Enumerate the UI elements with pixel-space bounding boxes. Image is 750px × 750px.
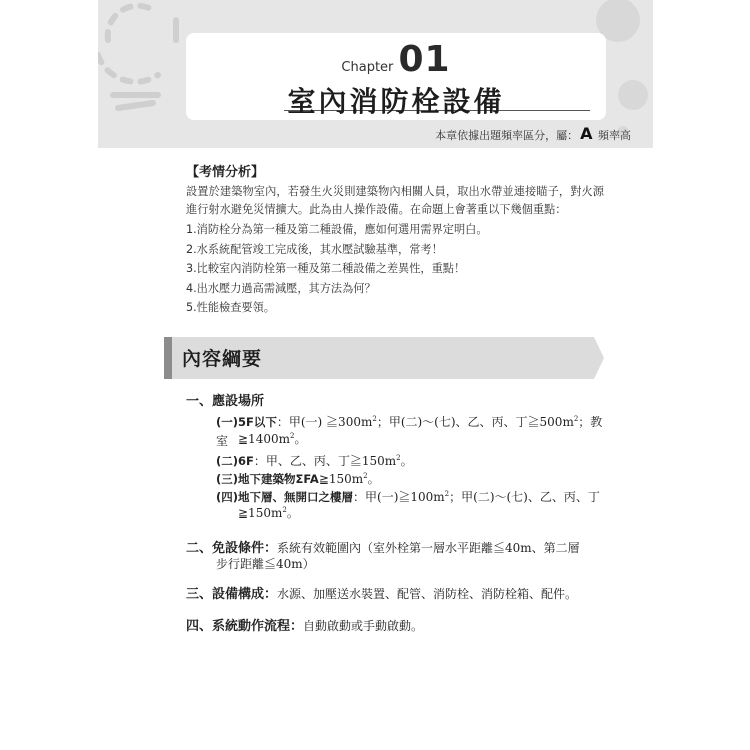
item-title: 三、設備構成： bbox=[186, 587, 278, 602]
superscript: 2 bbox=[372, 415, 377, 423]
sub-text: ≧150m bbox=[238, 506, 283, 520]
item-desc: 水源、加壓送水裝置、配管、消防栓、消防栓箱、配件。 bbox=[277, 587, 578, 601]
sub-text: ；教室 bbox=[216, 415, 603, 448]
sub-text: ≧150m bbox=[318, 472, 364, 486]
frequency-prefix: 本章依據出題頻率區分，屬： bbox=[435, 129, 579, 142]
sub-text: ：甲(一) ≧300m bbox=[276, 415, 373, 429]
section-banner bbox=[164, 337, 604, 379]
sub-label: (四)地下層、無開口之樓層 bbox=[216, 490, 354, 504]
sub-text: ；甲(二)～(七)、乙、丙、丁 bbox=[449, 490, 600, 504]
outline-item-3 bbox=[186, 583, 606, 602]
outline-item-4 bbox=[186, 615, 606, 634]
outline-sub-4-cont bbox=[238, 504, 299, 521]
item-desc: 自動啟動或手動啟動。 bbox=[303, 619, 424, 633]
sub-text: ：甲、乙、丙、丁≧150m bbox=[253, 454, 397, 468]
list-item: 3.比較室內消防栓第一種及第二種設備之差異性，重點！ bbox=[186, 262, 466, 275]
sub-text: 。 bbox=[286, 506, 299, 520]
frequency-note bbox=[435, 124, 631, 143]
outline-item-2-cont bbox=[216, 555, 315, 572]
section-banner-arrow bbox=[594, 337, 604, 379]
item-title: 四、系統動作流程： bbox=[186, 619, 304, 634]
list-item: 1.消防栓分為第一種及第二種設備，應如何選用需界定明白。 bbox=[186, 223, 488, 236]
sub-label: (三)地下建築物ΣFA bbox=[216, 472, 319, 486]
section-title: 內容綱要 bbox=[182, 348, 263, 370]
item-desc: 系統有效範圍內（室外栓第一層水平距離≦40m、第二層 bbox=[277, 541, 580, 555]
list-item: 2.水系統配管竣工完成後，其水壓試驗基準，常考！ bbox=[186, 242, 443, 256]
superscript: 2 bbox=[396, 454, 401, 462]
key-points-list bbox=[186, 220, 604, 318]
chapter-title-card bbox=[186, 33, 606, 120]
list-item: 4.出水壓力過高需減壓，其方法為何？ bbox=[186, 281, 376, 295]
outline-item-1: 一、應設場所 bbox=[186, 394, 265, 409]
sub-text: ≧1400m bbox=[238, 432, 290, 446]
sub-label: (一)5F以下 bbox=[216, 415, 277, 429]
chapter-title: 室內消防栓設備 bbox=[287, 85, 505, 118]
item-desc: 步行距離≦40m） bbox=[216, 557, 315, 571]
frequency-suffix: 頻率高 bbox=[598, 129, 631, 142]
sub-text: ：甲(一)≧100m bbox=[353, 490, 445, 504]
exam-analysis-intro: 設置於建築物室內，若發生火災則建築物內相關人員，取出水帶並連接瞄子，對火源進行射水避免災情擴大。此為由人操作設備。在命題上會著重以下幾個重點： bbox=[186, 185, 604, 217]
sub-label: (二)6F bbox=[216, 454, 254, 468]
sub-text: 。 bbox=[367, 472, 380, 486]
sub-text: 。 bbox=[294, 432, 307, 446]
chapter-word: Chapter bbox=[341, 60, 394, 75]
superscript: 2 bbox=[289, 432, 295, 440]
frequency-grade: A bbox=[580, 124, 593, 143]
sub-text: 。 bbox=[400, 454, 413, 468]
sub-text: ；甲(二)～(七)、乙、丙、丁≧500m bbox=[376, 415, 574, 429]
item-title: 二、免設條件： bbox=[186, 541, 278, 556]
document-page bbox=[98, 0, 653, 750]
outline-item-2 bbox=[186, 537, 606, 556]
chapter-label bbox=[186, 39, 606, 80]
chapter-header-band bbox=[98, 0, 653, 148]
superscript: 2 bbox=[573, 415, 579, 423]
superscript: 2 bbox=[363, 472, 368, 480]
exam-analysis-heading: 【考情分析】 bbox=[186, 165, 265, 180]
list-item: 5.性能檢查要領。 bbox=[186, 301, 275, 314]
chapter-number: 01 bbox=[398, 39, 451, 80]
outline-sub-1-cont bbox=[238, 430, 306, 447]
superscript: 2 bbox=[444, 490, 450, 498]
superscript: 2 bbox=[282, 506, 287, 514]
